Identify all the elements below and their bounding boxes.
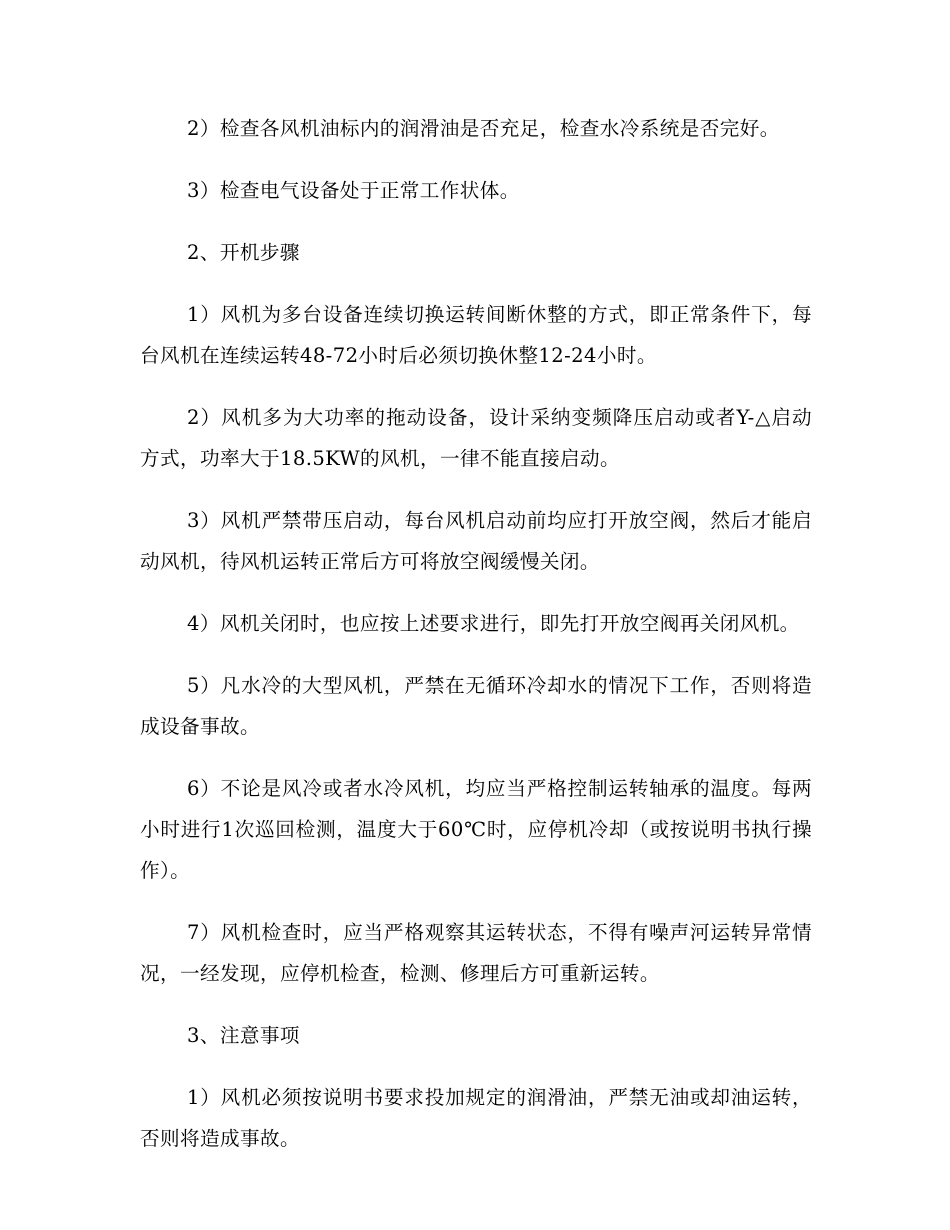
paragraph-startup-step-5: 5）凡水冷的大型风机，严禁在无循环冷却水的情况下工作，否则将造成设备事故。 — [140, 674, 812, 738]
paragraph-startup-step-3: 3）风机严禁带压启动，每台风机启动前均应打开放空阀，然后才能启动风机，待风机运转正常后方可将放空阀缓慢关闭。 — [140, 509, 812, 573]
paragraph-startup-step-6: 6）不论是风冷或者水冷风机，均应当严格控制运转轴承的温度。每两小时进行1次巡回检测，温度大于60℃时，应停机冷却（或按说明书执行操作）。 — [140, 777, 812, 882]
paragraph-check-electrical: 3）检查电气设备处于正常工作状体。 — [187, 179, 520, 202]
paragraph-startup-step-2: 2）风机多为大功率的拖动设备，设计采纳变频降压启动或者Y-△启动方式，功率大于18.5KW的风机，一律不能直接启动。 — [140, 406, 812, 470]
section-heading-precautions: 3、注意事项 — [187, 1024, 300, 1047]
section-heading-startup-steps: 2、开机步骤 — [187, 241, 300, 264]
paragraph-precaution-1: 1）风机必须按说明书要求投加规定的润滑油，严禁无油或却油运转，否则将造成事故。 — [140, 1086, 812, 1150]
paragraph-check-lubrication: 2）检查各风机油标内的润滑油是否充足，检查水冷系统是否完好。 — [187, 117, 780, 140]
document-page — [140, 108, 812, 1180]
paragraph-startup-step-7: 7）风机检查时，应当严格观察其运转状态，不得有噪声河运转异常情况，一经发现，应停机检查，检测、修理后方可重新运转。 — [140, 921, 812, 985]
paragraph-startup-step-4: 4）风机关闭时，也应按上述要求进行，即先打开放空阀再关闭风机。 — [187, 612, 800, 635]
paragraph-startup-step-1: 1）风机为多台设备连续切换运转间断休整的方式，即正常条件下，每台风机在连续运转48-72小时后必须切换休整12-24小时。 — [140, 303, 812, 367]
